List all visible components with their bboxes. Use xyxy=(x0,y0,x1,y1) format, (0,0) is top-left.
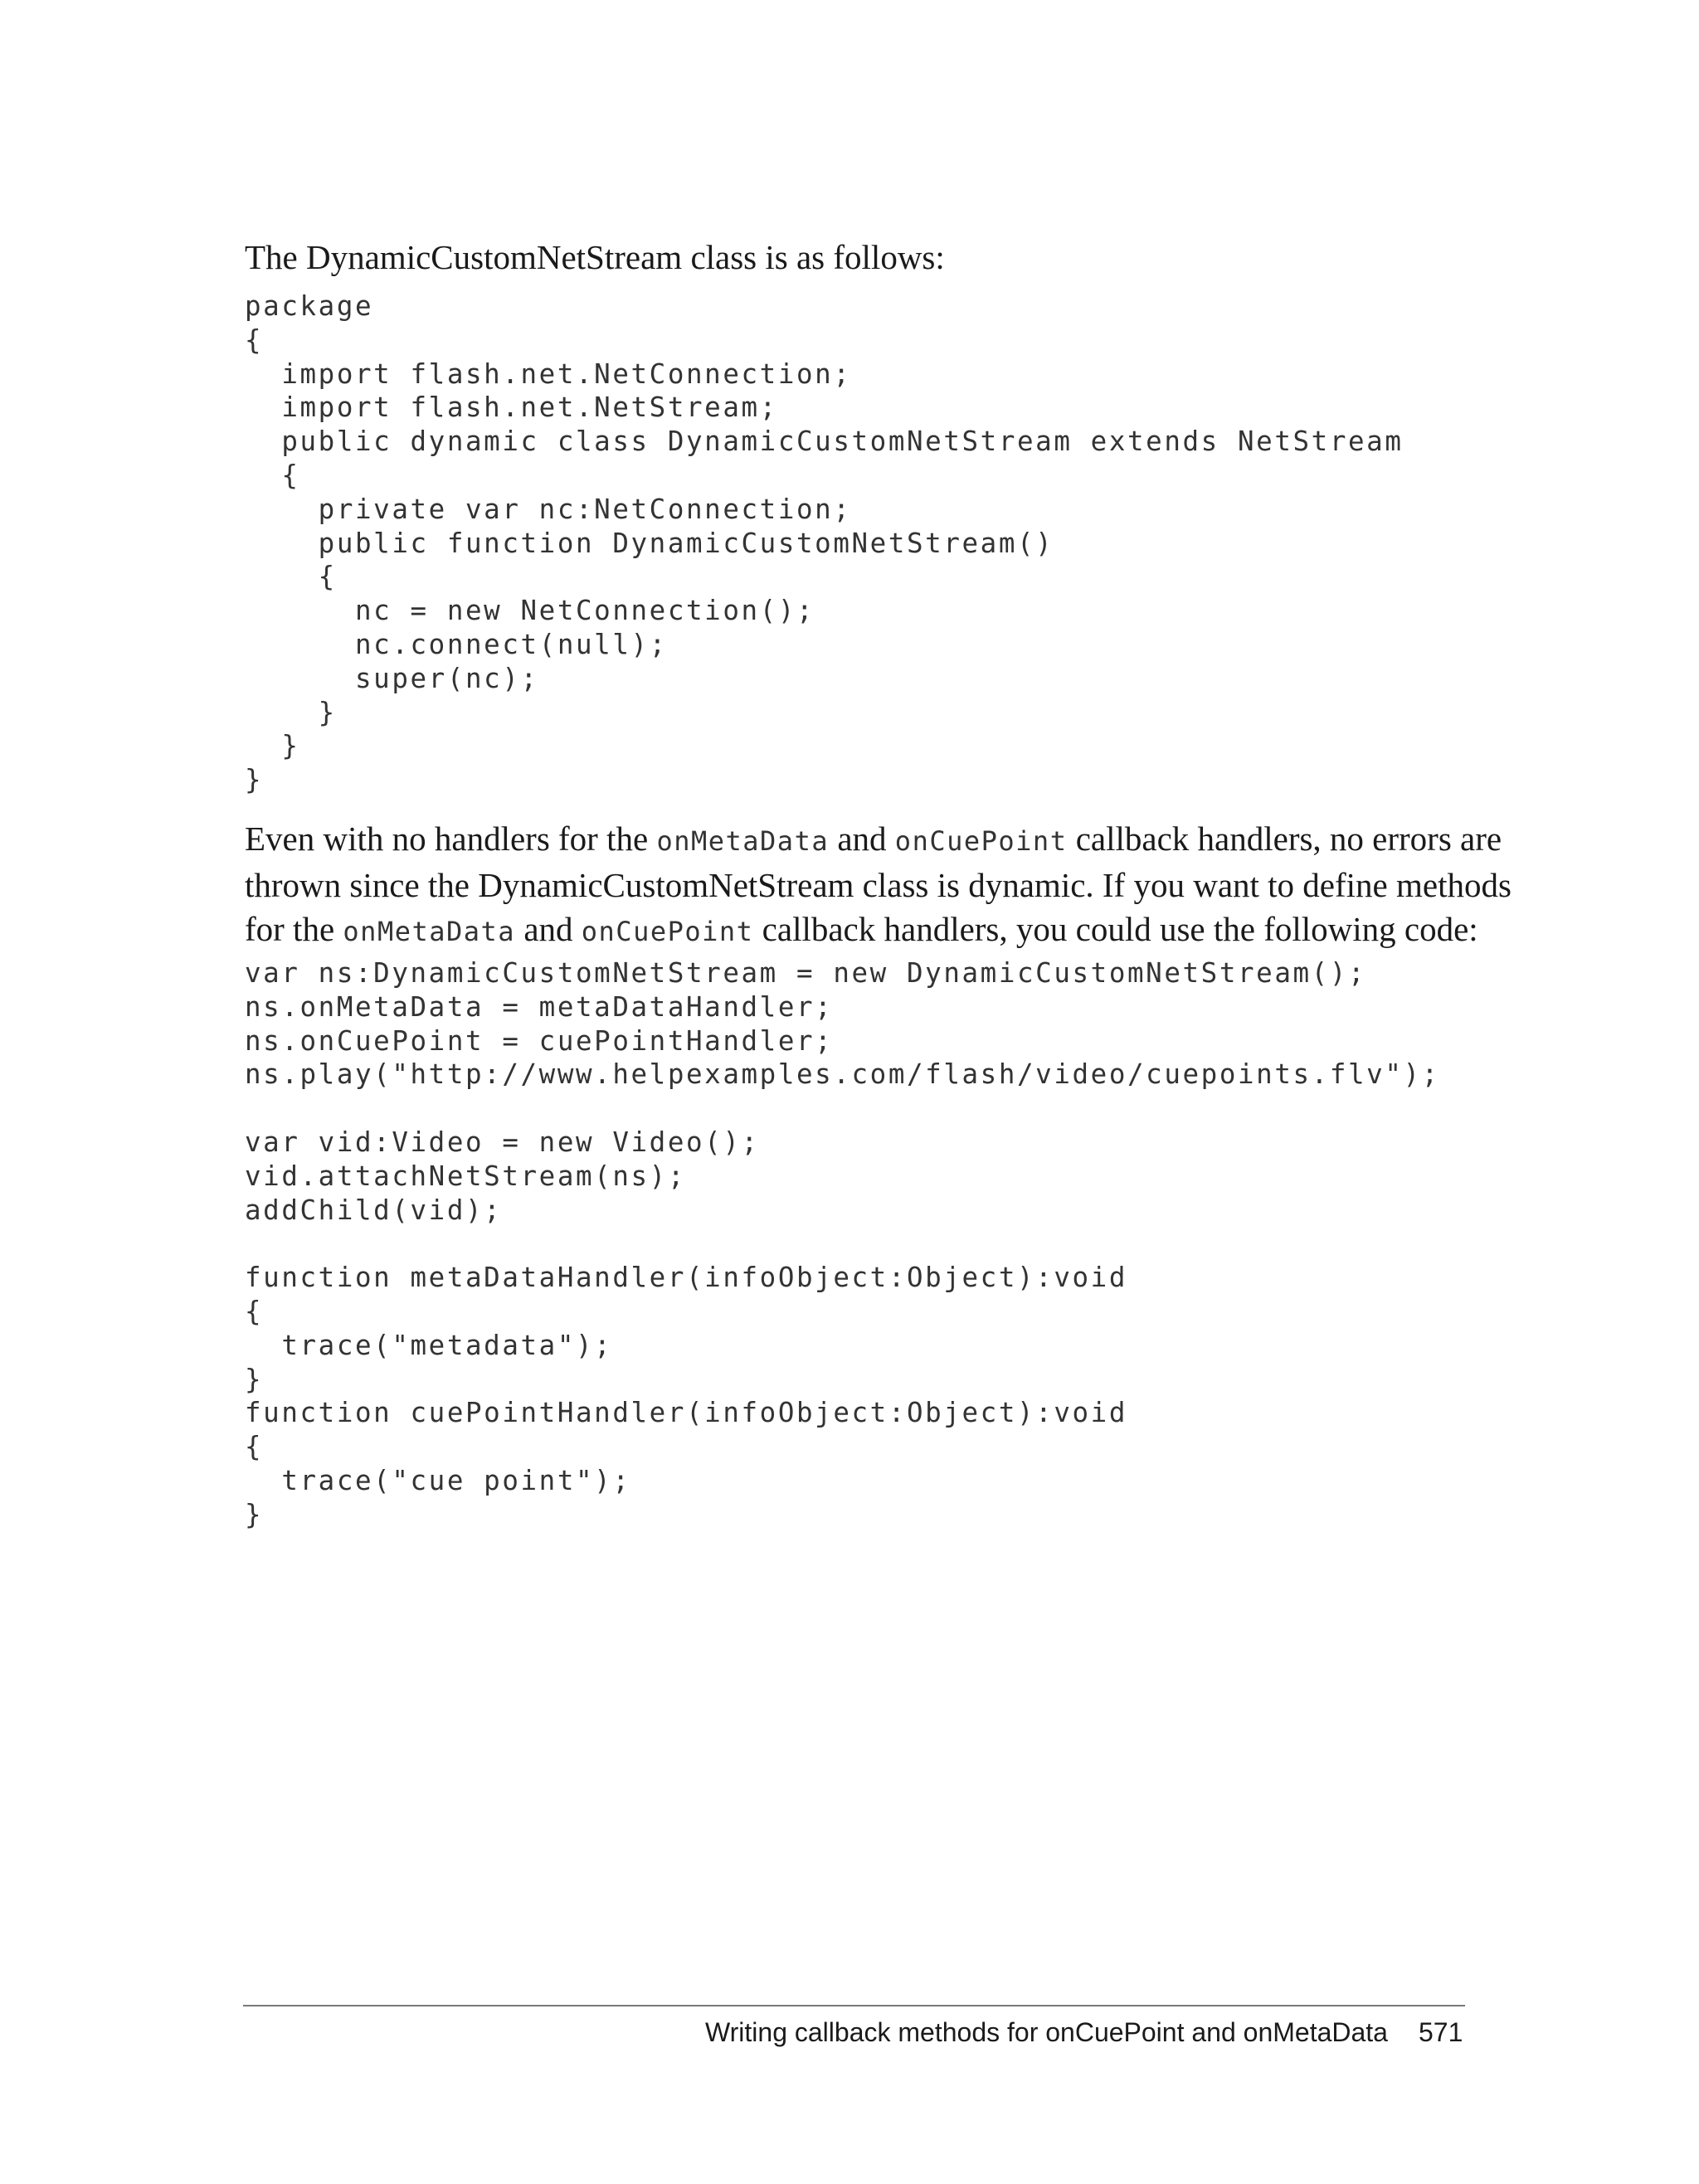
paragraph-text: Even with no handlers for the xyxy=(245,820,657,858)
paragraph-text: callback handlers, you could use the following code: xyxy=(753,910,1478,948)
code-block-usage-example: var ns:DynamicCustomNetStream = new DynamicCustomNetStream(); ns.onMetaData = metaDataHandler; ns.onCuePoint = cuePointHandler; ns.play("http://www.helpexamples.com/flash/video/cuepoints.flv"); var vid:Video = new Video(); vid.attachNetStream(ns); addChild(vid); function metaDataHandler(infoObject:Object):void { trace("metadata"); } function cuePointHandler(infoObject:Object):void { trace("cue point"); } xyxy=(245,957,1440,1530)
paragraph-line-1 xyxy=(245,817,1502,863)
paragraph-text: callback handlers, no errors are xyxy=(1067,820,1502,858)
inline-code-onmetadata: onMetaData xyxy=(343,916,516,947)
paragraph-text: for the xyxy=(245,910,343,948)
paragraph-text: and xyxy=(829,820,895,858)
footer-section-title: Writing callback methods for onCuePoint and onMetaData xyxy=(705,2017,1388,2047)
inline-code-oncuepoint: onCuePoint xyxy=(894,825,1068,857)
inline-code-onmetadata: onMetaData xyxy=(656,825,830,857)
footer-divider xyxy=(243,2005,1465,2006)
explanation-paragraph xyxy=(245,817,1512,954)
paragraph-text: and xyxy=(515,910,582,948)
code-block-class-definition: package { import flash.net.NetConnection; import flash.net.NetStream; public dynamic class DynamicCustomNetStream extends NetStream { private var nc:NetConnection; public function DynamicCustomNetStream() { nc = new NetConnection(); nc.connect(null); super(nc); } } } xyxy=(245,290,1404,796)
paragraph-line-3 xyxy=(245,907,1478,954)
page-number: 571 xyxy=(1419,2017,1463,2047)
intro-sentence: The DynamicCustomNetStream class is as follows: xyxy=(245,238,945,276)
paragraph-line-2: thrown since the DynamicCustomNetStream class is dynamic. If you want to define methods xyxy=(245,866,1512,904)
inline-code-oncuepoint: onCuePoint xyxy=(581,916,754,947)
